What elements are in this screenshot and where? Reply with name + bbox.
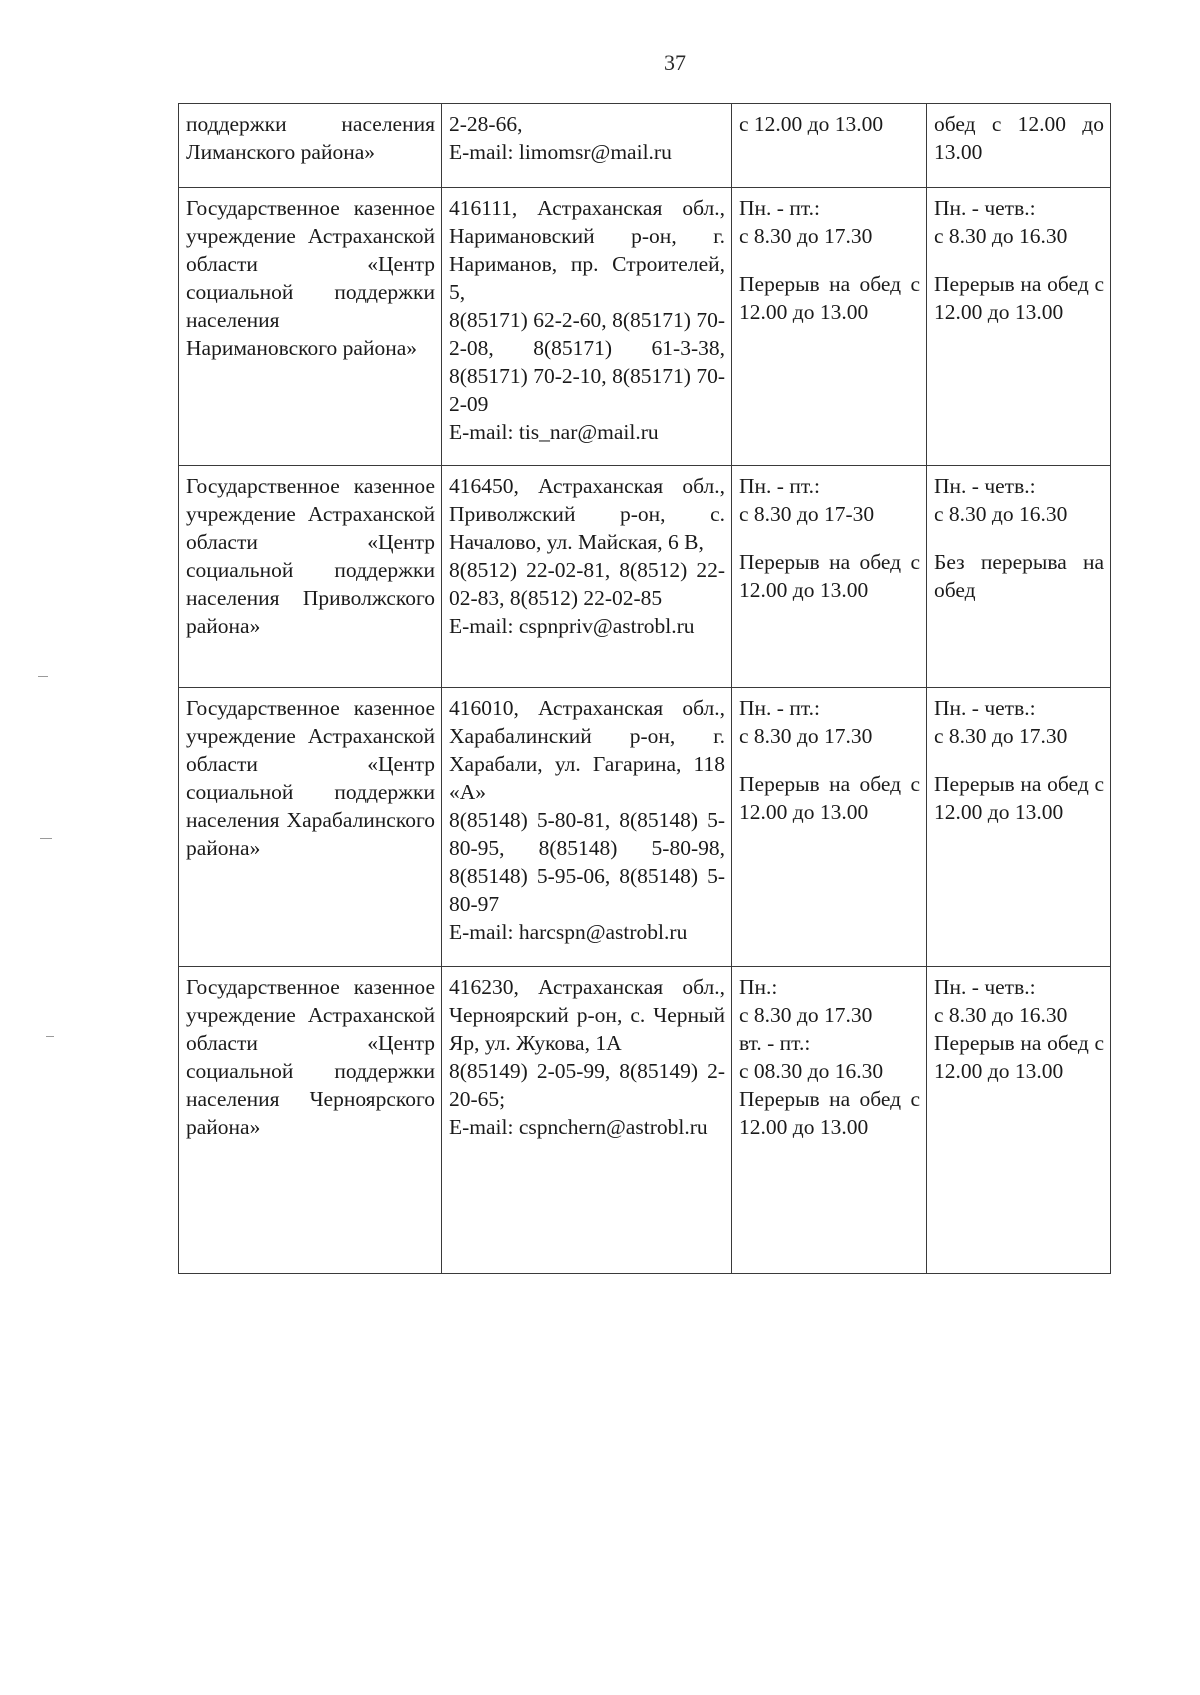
contact-address: 416450, Астраханская обл., Приволжский р-он, с. Началово, ул. Майская, 6 В, bbox=[449, 474, 725, 554]
days-label: Пн. - четв.: bbox=[934, 196, 1036, 220]
break-text: Перерыв на обед с 12.00 до 13.00 bbox=[739, 1087, 920, 1139]
contacts-cell bbox=[442, 466, 732, 688]
hours-weekday-cell bbox=[732, 104, 927, 188]
scan-mark bbox=[46, 1036, 54, 1037]
days-label: Пн. - четв.: bbox=[934, 975, 1036, 999]
break-text: Перерыв на обед с 12.00 до 13.00 bbox=[739, 772, 920, 824]
break-text: обед с 12.00 до 13.00 bbox=[934, 112, 1104, 164]
break-text: с 12.00 до 13.00 bbox=[739, 112, 884, 136]
hours-weekday-cell bbox=[732, 188, 927, 466]
contacts-cell bbox=[442, 104, 732, 188]
contact-address: 416010, Астраханская обл., Харабалинский р-он, г. Харабали, ул. Гагарина, 118 «А» bbox=[449, 696, 725, 804]
table-row bbox=[179, 688, 1111, 967]
contact-email: E-mail: cspnchern@astrobl.ru bbox=[449, 1115, 708, 1139]
table-row bbox=[179, 104, 1111, 188]
break-text: Без перерыва на обед bbox=[934, 550, 1104, 602]
contact-phones: 8(85171) 62-2-60, 8(85171) 70-2-08, 8(85171) 61-3-38, 8(85171) 70-2-10, 8(85171) 70-2-09 bbox=[449, 308, 725, 416]
contact-phones: 8(85149) 2-05-99, 8(85149) 2-20-65; bbox=[449, 1059, 725, 1111]
break-text: Перерыв на обед с 12.00 до 13.00 bbox=[739, 272, 920, 324]
hours-alt-cell bbox=[927, 188, 1111, 466]
scan-mark bbox=[38, 676, 48, 677]
hours-text: с 8.30 до 17.30 bbox=[739, 224, 873, 248]
days-label: Пн.: bbox=[739, 975, 778, 999]
contact-phone: 2-28-66, bbox=[449, 112, 523, 136]
hours-weekday-cell bbox=[732, 688, 927, 967]
table-row bbox=[179, 967, 1111, 1274]
days-label: Пн. - пт.: bbox=[739, 474, 820, 498]
hours-text: с 8.30 до 17-30 bbox=[739, 502, 875, 526]
hours-weekday-cell bbox=[732, 466, 927, 688]
hours-weekday-cell bbox=[732, 967, 927, 1274]
days-label: вт. - пт.: bbox=[739, 1031, 811, 1055]
hours-text: с 8.30 до 16.30 bbox=[934, 1003, 1068, 1027]
contact-email: E-mail: limomsr@mail.ru bbox=[449, 140, 672, 164]
scan-mark bbox=[40, 838, 52, 839]
hours-text: с 8.30 до 17.30 bbox=[934, 724, 1068, 748]
org-name-cell: Государственное казенное учреждение Астраханской области «Центр социальной поддержки населения Черноярского района» bbox=[179, 967, 442, 1274]
days-label: Пн. - четв.: bbox=[934, 474, 1036, 498]
hours-text: с 8.30 до 16.30 bbox=[934, 224, 1068, 248]
hours-alt-cell bbox=[927, 967, 1111, 1274]
contacts-cell bbox=[442, 967, 732, 1274]
org-name-cell: Государственное казенное учреждение Астраханской области «Центр социальной поддержки населения Харабалинского района» bbox=[179, 688, 442, 967]
org-name-cell: поддержки населения Лиманского района» bbox=[179, 104, 442, 188]
contact-email: E-mail: tis_nar@mail.ru bbox=[449, 420, 659, 444]
hours-alt-cell bbox=[927, 104, 1111, 188]
contact-phones: 8(8512) 22-02-81, 8(8512) 22-02-83, 8(8512) 22-02-85 bbox=[449, 558, 725, 610]
org-name-cell: Государственное казенное учреждение Астраханской области «Центр социальной поддержки населения Наримановского района» bbox=[179, 188, 442, 466]
hours-alt-cell bbox=[927, 688, 1111, 967]
hours-alt-cell bbox=[927, 466, 1111, 688]
institutions-table bbox=[178, 103, 1111, 1274]
contact-phones: 8(85148) 5-80-81, 8(85148) 5-80-95, 8(85148) 5-80-98, 8(85148) 5-95-06, 8(85148) 5-80-97 bbox=[449, 808, 725, 916]
hours-text: с 8.30 до 17.30 bbox=[739, 1003, 873, 1027]
contact-address: 416111, Астраханская обл., Наримановский р-он, г. Нариманов, пр. Строителей, 5, bbox=[449, 196, 725, 304]
contacts-cell bbox=[442, 688, 732, 967]
table-row bbox=[179, 466, 1111, 688]
table-row bbox=[179, 188, 1111, 466]
break-text: Перерыв на обед с 12.00 до 13.00 bbox=[739, 550, 920, 602]
break-text: Перерыв на обед с 12.00 до 13.00 bbox=[934, 1031, 1104, 1083]
contact-address: 416230, Астраханская обл., Черноярский р-он, с. Черный Яр, ул. Жукова, 1А bbox=[449, 975, 725, 1055]
contact-email: E-mail: harcspn@astrobl.ru bbox=[449, 920, 688, 944]
org-name-cell: Государственное казенное учреждение Астраханской области «Центр социальной поддержки населения Приволжского района» bbox=[179, 466, 442, 688]
contacts-cell bbox=[442, 188, 732, 466]
hours-text: с 08.30 до 16.30 bbox=[739, 1059, 884, 1083]
hours-text: с 8.30 до 16.30 bbox=[934, 502, 1068, 526]
days-label: Пн. - пт.: bbox=[739, 696, 820, 720]
hours-text: с 8.30 до 17.30 bbox=[739, 724, 873, 748]
break-text: Перерыв на обед с 12.00 до 13.00 bbox=[934, 272, 1104, 324]
days-label: Пн. - пт.: bbox=[739, 196, 820, 220]
contact-email: E-mail: cspnpriv@astrobl.ru bbox=[449, 614, 695, 638]
page-number: 37 bbox=[664, 50, 686, 75]
days-label: Пн. - четв.: bbox=[934, 696, 1036, 720]
break-text: Перерыв на обед с 12.00 до 13.00 bbox=[934, 772, 1104, 824]
